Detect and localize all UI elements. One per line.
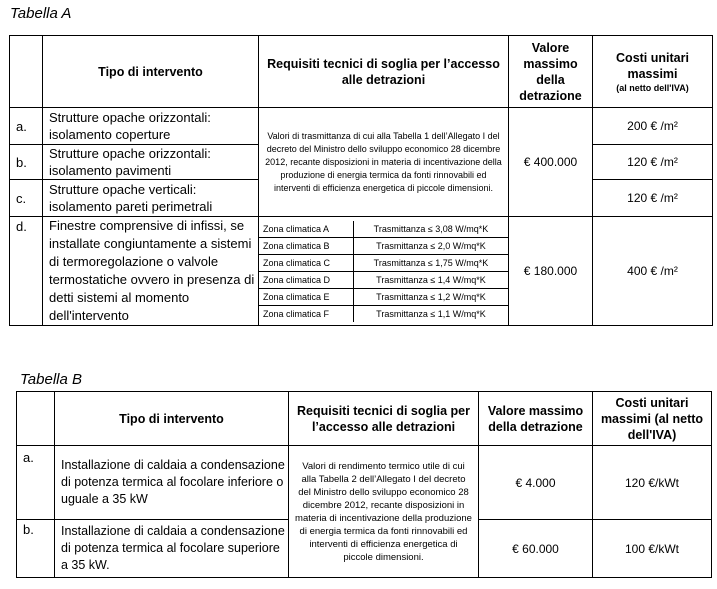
trasmittanza-value: Trasmittanza ≤ 3,08 W/mq*K (354, 221, 509, 238)
costo-unitario: 120 € /m² (593, 145, 713, 180)
tabella-a-header-row (10, 36, 713, 108)
zona-label: Zona climatica C (259, 254, 354, 271)
row-index: d. (10, 217, 43, 326)
valore-massimo: € 4.000 (479, 446, 593, 520)
header-requisiti: Requisiti tecnici di soglia per l’accesso alle detrazioni (259, 36, 509, 108)
header-index (17, 392, 55, 446)
valore-massimo: € 180.000 (509, 217, 593, 326)
header-costi-label: Costi unitari massimi (616, 50, 689, 81)
costo-unitario: 400 € /m² (593, 217, 713, 326)
costo-unitario: 100 €/kWt (593, 520, 712, 578)
tabella-a-caption: Tabella A (10, 5, 72, 22)
row-tipo: Strutture opache orizzontali: isolamento pavimenti (43, 145, 259, 180)
header-tipo: Tipo di intervento (43, 36, 259, 108)
header-costi (593, 36, 713, 108)
valore-massimo: € 60.000 (479, 520, 593, 578)
row-tipo: Strutture opache orizzontali: isolamento coperture (43, 108, 259, 145)
zone-climatiche-table (259, 221, 508, 322)
costo-unitario: 200 € /m² (593, 108, 713, 145)
trasmittanza-value: Trasmittanza ≤ 2,0 W/mq*K (354, 237, 509, 254)
zona-label: Zona climatica F (259, 305, 354, 322)
row-index: a. (10, 108, 43, 145)
zona-row (259, 237, 508, 254)
zona-row (259, 305, 508, 322)
table-row (10, 217, 713, 326)
row-tipo: Installazione di caldaia a condensazione di potenza termica al focolare inferiore o uguale a 35 kW (55, 446, 289, 520)
costo-unitario: 120 €/kWt (593, 446, 712, 520)
zona-row (259, 288, 508, 305)
header-costi-note: (al netto dell'IVA) (616, 82, 689, 93)
zona-row (259, 271, 508, 288)
requisiti-trasmittanza: Valori di trasmittanza di cui alla Tabella 1 dell’Allegato I del decreto del Ministro dello sviluppo economico 28 dicembre 2012, recante disposizioni in materia di incentivazione della produzione di energia termica da fonti rinnovabili ed interventi di efficienza energetica di piccole dimensioni. (259, 108, 509, 217)
header-valore: Valore massimo della detrazione (479, 392, 593, 446)
row-tipo: Finestre comprensive di infissi, se installate congiuntamente a sistemi di termoregolazione o valvole termostatiche ovvero in presenza di detti sistemi al momento dell'intervento (43, 217, 259, 326)
zona-row (259, 221, 508, 238)
zona-label: Zona climatica D (259, 271, 354, 288)
row-index: a. (17, 446, 55, 520)
row-index: c. (10, 180, 43, 217)
table-row (10, 108, 713, 145)
tabella-b (16, 391, 712, 578)
table-row (17, 446, 712, 520)
trasmittanza-value: Trasmittanza ≤ 1,2 W/mq*K (354, 288, 509, 305)
tabella-b-caption: Tabella B (20, 371, 82, 388)
costo-unitario: 120 € /m² (593, 180, 713, 217)
trasmittanza-value: Trasmittanza ≤ 1,1 W/mq*K (354, 305, 509, 322)
trasmittanza-value: Trasmittanza ≤ 1,75 W/mq*K (354, 254, 509, 271)
row-index: b. (10, 145, 43, 180)
header-valore: Valore massimo della detrazione (509, 36, 593, 108)
trasmittanza-value: Trasmittanza ≤ 1,4 W/mq*K (354, 271, 509, 288)
tabella-a (9, 35, 713, 326)
requisiti-rendimento: Valori di rendimento termico utile di cui alla Tabella 2 dell’Allegato I del decreto del Ministro dello sviluppo economico 28 dicembre 2012, recante disposizioni in materia di incentivazione della produzione di energia termica da fonti rinnovabili ed interventi di efficienza energetica di piccole dimensioni. (289, 446, 479, 578)
row-index: b. (17, 520, 55, 578)
header-requisiti: Requisiti tecnici di soglia per l’accesso alle detrazioni (289, 392, 479, 446)
zone-climatiche (259, 217, 509, 326)
row-tipo: Strutture opache verticali: isolamento pareti perimetrali (43, 180, 259, 217)
header-tipo: Tipo di intervento (55, 392, 289, 446)
header-index (10, 36, 43, 108)
zona-label: Zona climatica A (259, 221, 354, 238)
zona-row (259, 254, 508, 271)
header-costi: Costi unitari massimi (al netto dell'IVA) (593, 392, 712, 446)
tabella-b-header-row (17, 392, 712, 446)
valore-massimo: € 400.000 (509, 108, 593, 217)
zona-label: Zona climatica E (259, 288, 354, 305)
zona-label: Zona climatica B (259, 237, 354, 254)
row-tipo: Installazione di caldaia a condensazione di potenza termica al focolare superiore a 35 kW. (55, 520, 289, 578)
